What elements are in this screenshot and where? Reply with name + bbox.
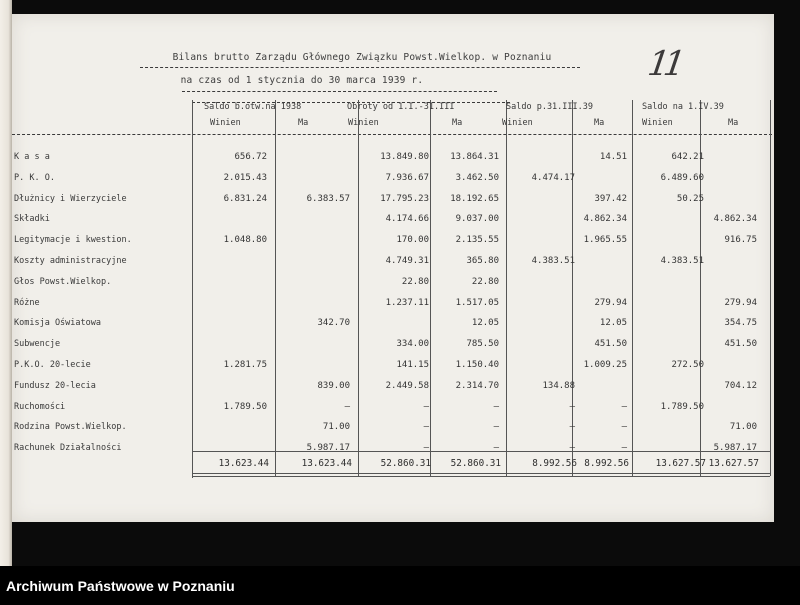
table-cell: 4.749.31: [385, 256, 429, 266]
table-cell: 1.237.11: [385, 297, 429, 308]
table-cell: 1.048.80: [223, 235, 267, 246]
table-cell: 272.50: [671, 360, 704, 370]
row-label: P.K.O. 20-lecie: [14, 360, 91, 370]
table-cell: 170.00: [396, 235, 429, 246]
column-group-header: Saldo b.otw.na 1938: [204, 102, 302, 112]
table-cell: 13.864.31: [450, 152, 499, 162]
total-cell: 13.627.57: [708, 458, 759, 469]
column-group-header: Obroty od 1.I.-31.III: [347, 102, 455, 112]
totals-rule-bottom-2: [192, 476, 770, 477]
table-cell: 134.88: [542, 380, 575, 391]
table-cell: 1.789.50: [660, 401, 704, 412]
table-cell: 50.25: [676, 193, 704, 204]
table-cell: —: [569, 401, 575, 412]
table-cell: 1.965.55: [583, 235, 627, 246]
row-label: Dłużnicy i Wierzyciele: [14, 193, 127, 204]
table-cell: 71.00: [322, 422, 350, 433]
table-cell: 2.015.43: [223, 172, 267, 183]
table-cell: 22.80: [401, 276, 429, 287]
table-cell: 785.50: [466, 339, 499, 350]
row-label: Subwencje: [14, 339, 61, 350]
column-subheader: Winien: [210, 118, 241, 128]
table-cell: —: [493, 443, 499, 454]
totals-rule-top: [192, 451, 770, 452]
row-label: Rodzina Powst.Wielkop.: [14, 422, 127, 433]
header-rule-bottom: [12, 134, 772, 135]
title-underline: [140, 67, 580, 68]
table-cell: 4.383.51: [660, 256, 704, 266]
row-label: Rachunek Działalności: [14, 443, 122, 454]
table-cell: 13.849.80: [380, 152, 429, 162]
table-cell: 7.936.67: [385, 172, 429, 183]
table-cell: 4.383.51: [531, 256, 575, 266]
table-cell: 656.72: [234, 152, 267, 162]
archive-name: Archiwum Państwowe w Poznaniu: [6, 578, 235, 594]
column-divider: [632, 100, 633, 476]
table-cell: 839.00: [317, 380, 350, 391]
table-cell: 4.862.34: [713, 214, 757, 225]
table-cell: 342.70: [317, 318, 350, 329]
column-subheader: Ma: [298, 118, 309, 128]
table-cell: 451.50: [594, 339, 627, 350]
column-divider: [275, 100, 276, 476]
table-cell: 1.281.75: [223, 360, 267, 370]
table-cell: —: [493, 401, 499, 412]
column-divider: [192, 100, 193, 478]
table-cell: 9.037.00: [455, 214, 499, 225]
table-cell: 6.489.60: [660, 172, 704, 183]
table-cell: 1.789.50: [223, 401, 267, 412]
table-cell: 6.831.24: [223, 193, 267, 204]
column-subheader: Ma: [594, 118, 605, 128]
table-cell: —: [344, 401, 350, 412]
totals-rule-bottom: [192, 473, 770, 474]
table-cell: 2.449.58: [385, 380, 429, 391]
table-cell: 6.383.57: [306, 193, 350, 204]
row-label: Koszty administracyjne: [14, 256, 127, 266]
column-divider: [569, 100, 575, 476]
paper-edge-strip: [0, 0, 12, 566]
table-cell: —: [569, 443, 575, 454]
subtitle-underline: [182, 91, 497, 92]
table-cell: 1.150.40: [455, 360, 499, 370]
document-subtitle: na czas od 1 stycznia do 30 marca 1939 r.: [180, 75, 424, 86]
table-cell: 365.80: [466, 256, 499, 266]
table-cell: 279.94: [724, 297, 757, 308]
table-cell: 2.314.70: [455, 380, 499, 391]
table-cell: —: [621, 401, 627, 412]
column-divider: [770, 100, 771, 476]
table-cell: 12.05: [599, 318, 627, 329]
table-cell: 17.795.23: [380, 193, 429, 204]
total-cell: 8.992.56: [532, 458, 577, 469]
column-subheader: Winien: [502, 118, 533, 128]
row-label: Fundusz 20-lecia: [14, 380, 96, 391]
table-cell: 2.135.55: [455, 235, 499, 246]
table-cell: 4.862.34: [583, 214, 627, 225]
column-group-header: Saldo na 1.IV.39: [642, 102, 724, 112]
table-cell: 1.517.05: [455, 297, 499, 308]
table-cell: 18.192.65: [450, 193, 499, 204]
table-cell: 4.474.17: [531, 172, 575, 183]
table-cell: 22.80: [471, 276, 499, 287]
total-cell: 8.992.56: [584, 458, 629, 469]
table-cell: —: [423, 401, 429, 412]
table-cell: 397.42: [594, 193, 627, 204]
table-cell: —: [569, 422, 575, 433]
table-cell: 1.009.25: [583, 360, 627, 370]
table-cell: 3.462.50: [455, 172, 499, 183]
table-cell: 704.12: [724, 380, 757, 391]
table-cell: 354.75: [724, 318, 757, 329]
table-cell: —: [423, 422, 429, 433]
table-cell: —: [423, 443, 429, 454]
row-label: Komisja Oświatowa: [14, 318, 101, 329]
table-cell: 141.15: [396, 360, 429, 370]
column-divider: [430, 100, 431, 476]
document-page: [12, 14, 774, 522]
row-label: P. K. O.: [14, 172, 55, 183]
column-divider: [506, 100, 507, 476]
row-label: K a s a: [14, 152, 50, 162]
total-cell: 13.627.57: [655, 458, 706, 469]
total-cell: 13.623.44: [218, 458, 269, 469]
table-cell: —: [621, 443, 627, 454]
column-subheader: Ma: [728, 118, 739, 128]
row-label: Różne: [14, 297, 40, 308]
row-label: Ruchomości: [14, 401, 66, 412]
table-cell: —: [493, 422, 499, 433]
table-cell: 334.00: [396, 339, 429, 350]
table-cell: 451.50: [724, 339, 757, 350]
column-subheader: Ma: [452, 118, 463, 128]
total-cell: 52.860.31: [380, 458, 431, 469]
table-cell: 71.00: [729, 422, 757, 433]
column-group-header: Saldo p.31.III.39: [506, 102, 593, 112]
table-cell: 4.174.66: [385, 214, 429, 225]
table-cell: 12.05: [471, 318, 499, 329]
table-cell: —: [621, 422, 627, 433]
table-cell: 916.75: [724, 235, 757, 246]
total-cell: 13.623.44: [301, 458, 352, 469]
table-cell: 5.987.17: [306, 443, 350, 454]
row-label: Głos Powst.Wielkop.: [14, 276, 112, 287]
total-cell: 52.860.31: [450, 458, 501, 469]
column-subheader: Winien: [642, 118, 673, 128]
table-cell: 642.21: [671, 152, 704, 162]
folio-number: 11: [645, 44, 683, 84]
document-title: Bilans brutto Zarządu Głównego Związku Powst.Wielkop. w Poznaniu: [172, 52, 552, 63]
archive-footer: [0, 566, 800, 605]
row-label: Legitymacje i kwestion.: [14, 235, 132, 246]
table-cell: 14.51: [599, 152, 627, 162]
column-divider: [358, 100, 359, 476]
table-cell: 279.94: [594, 297, 627, 308]
row-label: Składki: [14, 214, 50, 225]
column-subheader: Winien: [348, 118, 379, 128]
table-cell: 5.987.17: [713, 443, 757, 454]
